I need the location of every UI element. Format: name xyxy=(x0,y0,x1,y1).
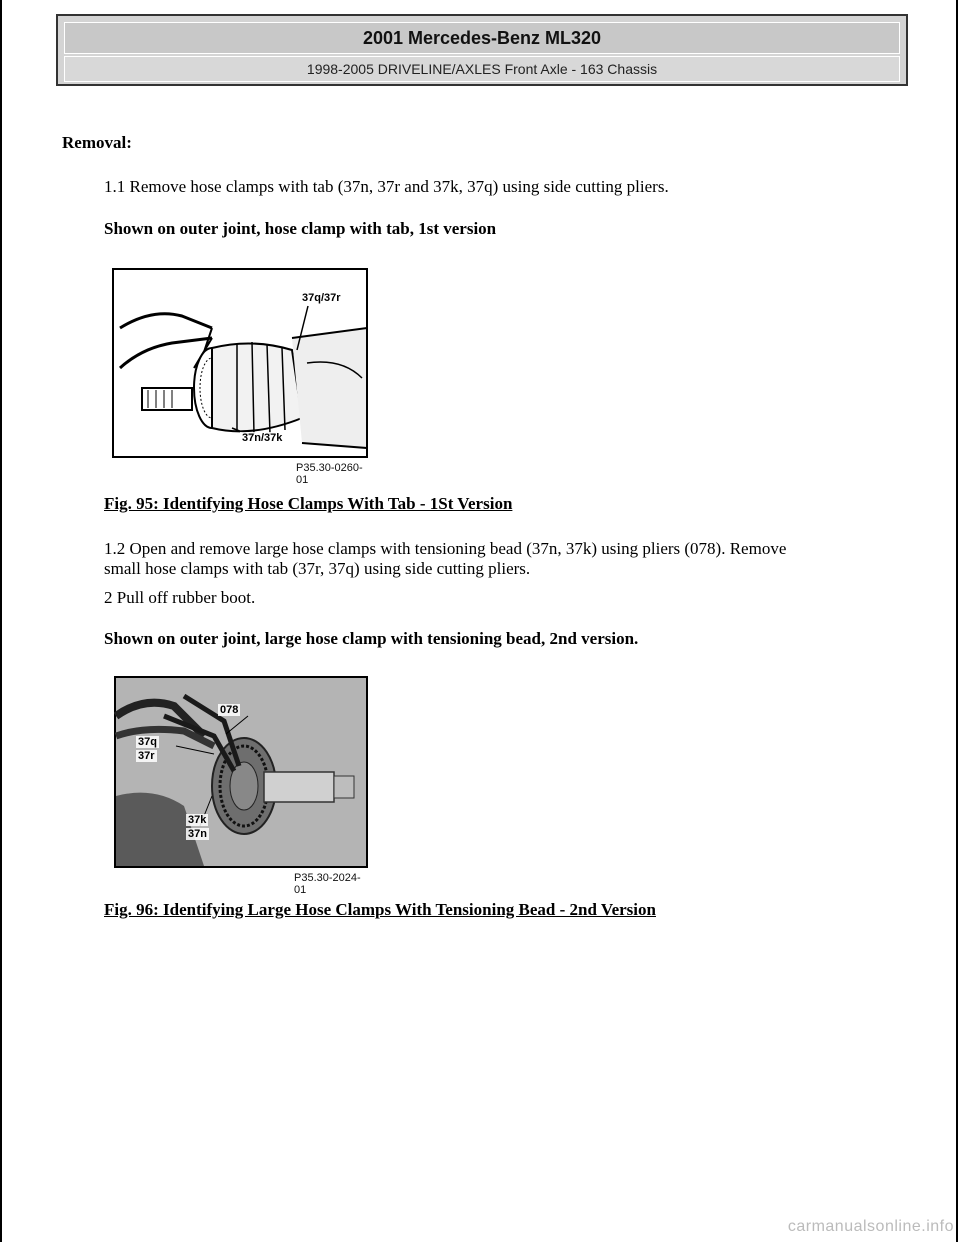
callout-37n: 37n xyxy=(188,828,207,840)
note-figure-95: Shown on outer joint, hose clamp with tab, 1st version xyxy=(104,219,497,238)
figure-96-code: P35.30-2024-01 xyxy=(294,872,361,896)
cv-joint-photo xyxy=(114,676,370,890)
callout-37k: 37k xyxy=(188,814,207,826)
callout-37r: 37r xyxy=(138,750,155,762)
figure-95-image xyxy=(112,268,370,486)
section-heading: Removal: xyxy=(62,133,132,152)
step-1-1: 1.1 Remove hose clamps with tab (37n, 37r and 37k, 37q) using side cutting pliers. xyxy=(104,177,669,196)
figure-96-caption[interactable]: Fig. 96: Identifying Large Hose Clamps With Tensioning Bead - 2nd Version xyxy=(104,900,656,919)
document-subtitle: 1998-2005 DRIVELINE/AXLES Front Axle - 163 Chassis xyxy=(64,56,900,82)
figure-95-code: P35.30-0260-01 xyxy=(296,462,363,486)
callout-37n-37k: 37n/37k xyxy=(242,432,283,444)
callout-37q-37r: 37q/37r xyxy=(302,292,341,304)
step-1-2-line-1: 1.2 Open and remove large hose clamps with tensioning bead (37n, 37k) using pliers (078). Remove xyxy=(104,539,787,558)
callout-37q: 37q xyxy=(138,736,157,748)
step-2: 2 Pull off rubber boot. xyxy=(104,588,256,607)
figure-95-caption[interactable]: Fig. 95: Identifying Hose Clamps With Tab - 1St Version xyxy=(104,494,513,513)
figure-96-image xyxy=(114,676,370,896)
watermark: carmanualsonline.info xyxy=(787,1218,954,1235)
callout-078: 078 xyxy=(220,704,239,716)
step-1-2-line-2: small hose clamps with tab (37r, 37q) using side cutting pliers. xyxy=(104,559,531,578)
document-title: 2001 Mercedes-Benz ML320 xyxy=(64,22,900,54)
document-header xyxy=(56,14,908,86)
note-figure-96: Shown on outer joint, large hose clamp with tensioning bead, 2nd version. xyxy=(104,629,639,648)
